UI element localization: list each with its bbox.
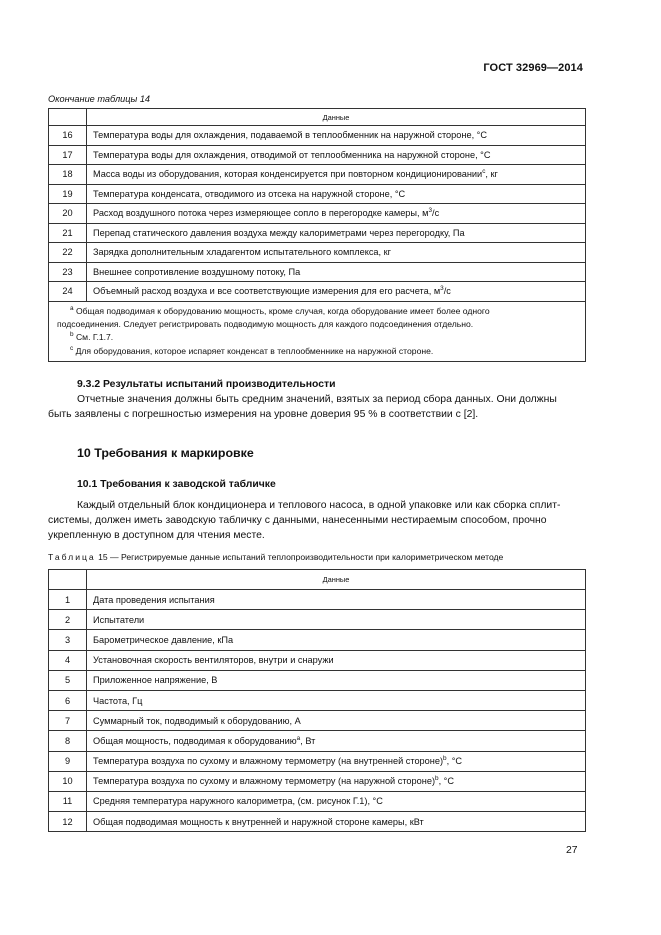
- table15-caption-label: Таблица: [48, 552, 96, 562]
- row-text: Дата проведения испытания: [93, 594, 215, 605]
- row-data-cell: [87, 262, 586, 282]
- row-data-cell: [87, 630, 586, 650]
- table-row: [49, 145, 586, 165]
- row-data-cell: [87, 690, 586, 710]
- row-superscript: 3: [428, 207, 433, 215]
- row-text-suffix: , Вт: [300, 735, 316, 746]
- table-row: [49, 165, 586, 185]
- row-number: 17: [49, 145, 87, 165]
- row-text-suffix: , °С: [446, 756, 463, 767]
- row-text: Приложенное напряжение, В: [93, 675, 218, 686]
- paragraph-10-1: [48, 498, 585, 544]
- row-number: 3: [49, 630, 87, 650]
- table14-corner-cell: [49, 109, 87, 126]
- row-text: Перепад статического давления воздуха между калориметрами через перегородку, Па: [93, 227, 465, 238]
- table-row: [49, 791, 586, 811]
- table-row: [49, 690, 586, 710]
- row-text: Расход воздушного потока через измеряющее сопло в перегородке камеры, м: [93, 208, 429, 219]
- table14-header-row: [49, 109, 586, 126]
- paragraph-10-1-line1: Каждый отдельный блок кондиционера и теплового насоса, в одной упаковке или как сборка сплит-: [77, 500, 561, 511]
- row-text: Частота, Гц: [93, 695, 143, 706]
- note-b-text: См. Г.1.7.: [75, 331, 114, 342]
- paragraph-9-3-2-line1: Отчетные значения должны быть средним значений, взятых за период сбора данных. Они должны: [77, 394, 557, 405]
- table-row: [49, 731, 586, 751]
- heading-10-1: 10.1 Требования к заводской табличке: [77, 479, 276, 490]
- table-15: [48, 569, 586, 832]
- table-row: [49, 670, 586, 690]
- table-row: [49, 751, 586, 771]
- row-data-cell: [87, 670, 586, 690]
- row-text: Барометрическое давление, кПа: [93, 634, 234, 645]
- table-row: [49, 771, 586, 791]
- row-data-cell: [87, 243, 586, 263]
- table-row: [49, 610, 586, 630]
- row-number: 22: [49, 243, 87, 263]
- heading-section-10: 10 Требования к маркировке: [77, 446, 254, 460]
- row-number: 24: [49, 282, 87, 302]
- table14-column-header: Данные: [87, 109, 586, 126]
- row-text: Внешнее сопротивление воздушному потоку, Па: [93, 266, 301, 277]
- table-row: [49, 812, 586, 832]
- row-number: 11: [49, 791, 87, 811]
- row-data-cell: [87, 204, 586, 224]
- row-data-cell: [87, 751, 586, 771]
- row-text-suffix: /с: [432, 208, 440, 219]
- table15-caption: [48, 552, 503, 562]
- row-text: Масса воды из оборудования, которая конденсируется при повторном кондиционировании: [93, 169, 483, 180]
- row-data-cell: [87, 731, 586, 751]
- row-data-cell: [87, 771, 586, 791]
- row-superscript: a: [296, 734, 301, 742]
- row-superscript: с: [482, 168, 486, 176]
- table14-notes: [49, 301, 586, 361]
- row-data-cell: [87, 184, 586, 204]
- row-data-cell: [87, 791, 586, 811]
- row-number: 7: [49, 711, 87, 731]
- row-data-cell: [87, 812, 586, 832]
- note-a-continuation: подсоединения. Следует регистрировать подводимую мощность для каждого подсоединения отдельно.: [57, 318, 474, 329]
- table-row: [49, 711, 586, 731]
- paragraph-10-1-line2: системы, должен иметь заводскую табличку с данными, нанесенными нестираемым способом, прочно: [48, 515, 547, 527]
- row-number: 6: [49, 690, 87, 710]
- table-row: [49, 243, 586, 263]
- row-superscript: 3: [440, 285, 444, 293]
- table15-caption-text: 15 — Регистрируемые данные испытаний теплопроизводительности при калориметрическом методе: [95, 552, 504, 562]
- table-row: [49, 204, 586, 224]
- row-number: 8: [49, 731, 87, 751]
- note-a: [57, 305, 577, 318]
- row-number: 12: [49, 812, 87, 832]
- table14-notes-row: [49, 301, 586, 361]
- row-data-cell: [87, 711, 586, 731]
- row-data-cell: [87, 650, 586, 670]
- row-number: 4: [49, 650, 87, 670]
- row-text: Установочная скорость вентиляторов, внутри и снаружи: [93, 655, 334, 666]
- row-number: 2: [49, 610, 87, 630]
- table-row: [49, 282, 586, 302]
- table15-header-row: [49, 570, 586, 590]
- row-text-suffix: /с: [443, 286, 451, 297]
- row-superscript: b: [435, 775, 439, 783]
- paragraph-9-3-2: [48, 392, 585, 422]
- paragraph-9-3-2-line2: быть заявлены с погрешностью измерения на уровне доверия 95 % в соответствии с [2].: [48, 409, 479, 421]
- note-c-mark: с: [70, 344, 74, 352]
- paragraph-10-1-line3: укрепленную в доступном для чтения месте.: [48, 530, 265, 542]
- row-text-suffix: , кг: [485, 169, 498, 180]
- row-text: Температура воздуха по сухому и влажному термометру (на внутренней стороне): [93, 756, 444, 767]
- row-text: Температура воды для охлаждения, подаваемой в теплообменник на наружной стороне, °С: [93, 130, 487, 141]
- note-c-text: Для оборудования, которое испаряет конденсат в теплообменнике на наружной стороне.: [75, 345, 434, 356]
- table-row: [49, 590, 586, 610]
- row-number: 9: [49, 751, 87, 771]
- row-data-cell: [87, 610, 586, 630]
- row-text: Испытатели: [93, 614, 145, 625]
- row-superscript: b: [443, 755, 447, 763]
- standard-number: ГОСТ 32969—2014: [483, 62, 583, 74]
- row-text: Температура воздуха по сухому и влажному термометру (на наружной стороне): [93, 776, 436, 787]
- table-row: [49, 126, 586, 146]
- note-b-mark: b: [70, 330, 74, 338]
- table15-corner-cell: [49, 570, 87, 590]
- row-number: 18: [49, 165, 87, 185]
- row-text-suffix: , °С: [438, 776, 454, 787]
- row-number: 16: [49, 126, 87, 146]
- row-text: Объемный расход воздуха и все соответствующие измерения для его расчета, м: [93, 286, 441, 297]
- row-text: Общая мощность, подводимая к оборудованию: [93, 735, 297, 746]
- row-data-cell: [87, 590, 586, 610]
- table15-body: [49, 590, 586, 832]
- row-number: 20: [49, 204, 87, 224]
- table-row: [49, 262, 586, 282]
- row-text: Суммарный ток, подводимый к оборудованию, А: [93, 715, 301, 726]
- table-row: [49, 223, 586, 243]
- table15-column-header: Данные: [87, 570, 586, 590]
- table14-body: [49, 126, 586, 302]
- row-text: Температура воды для охлаждения, отводимой от теплообменника на наружной стороне, °С: [93, 149, 491, 160]
- row-data-cell: [87, 165, 586, 185]
- table-14: [48, 108, 586, 362]
- row-number: 21: [49, 223, 87, 243]
- row-text: Общая подводимая мощность к внутренней и наружной стороне камеры, кВт: [93, 816, 424, 827]
- row-number: 23: [49, 262, 87, 282]
- row-number: 1: [49, 590, 87, 610]
- table14-caption: Окончание таблицы 14: [48, 94, 151, 104]
- heading-9-3-2: 9.3.2 Результаты испытаний производительности: [77, 379, 336, 390]
- row-number: 19: [49, 184, 87, 204]
- note-a-line1: Общая подводимая к оборудованию мощность, кроме случая, когда оборудование имеет более одного: [75, 305, 490, 316]
- table-row: [49, 650, 586, 670]
- row-data-cell: [87, 126, 586, 146]
- row-data-cell: [87, 223, 586, 243]
- note-b: [57, 331, 577, 344]
- table-row: [49, 184, 586, 204]
- row-text: Температура конденсата, отводимого из отсека на наружной стороне, °С: [93, 188, 406, 199]
- note-c: [57, 345, 577, 358]
- row-data-cell: [87, 145, 586, 165]
- row-number: 10: [49, 771, 87, 791]
- row-text: Зарядка дополнительным хладагентом испытательного комплекса, кг: [93, 247, 392, 258]
- table-row: [49, 630, 586, 650]
- row-text: Средняя температура наружного калориметра, (см. рисунок Г.1), °С: [93, 796, 383, 807]
- page-number: 27: [566, 845, 578, 856]
- row-data-cell: [87, 282, 586, 302]
- note-a-mark: а: [70, 304, 74, 312]
- row-number: 5: [49, 670, 87, 690]
